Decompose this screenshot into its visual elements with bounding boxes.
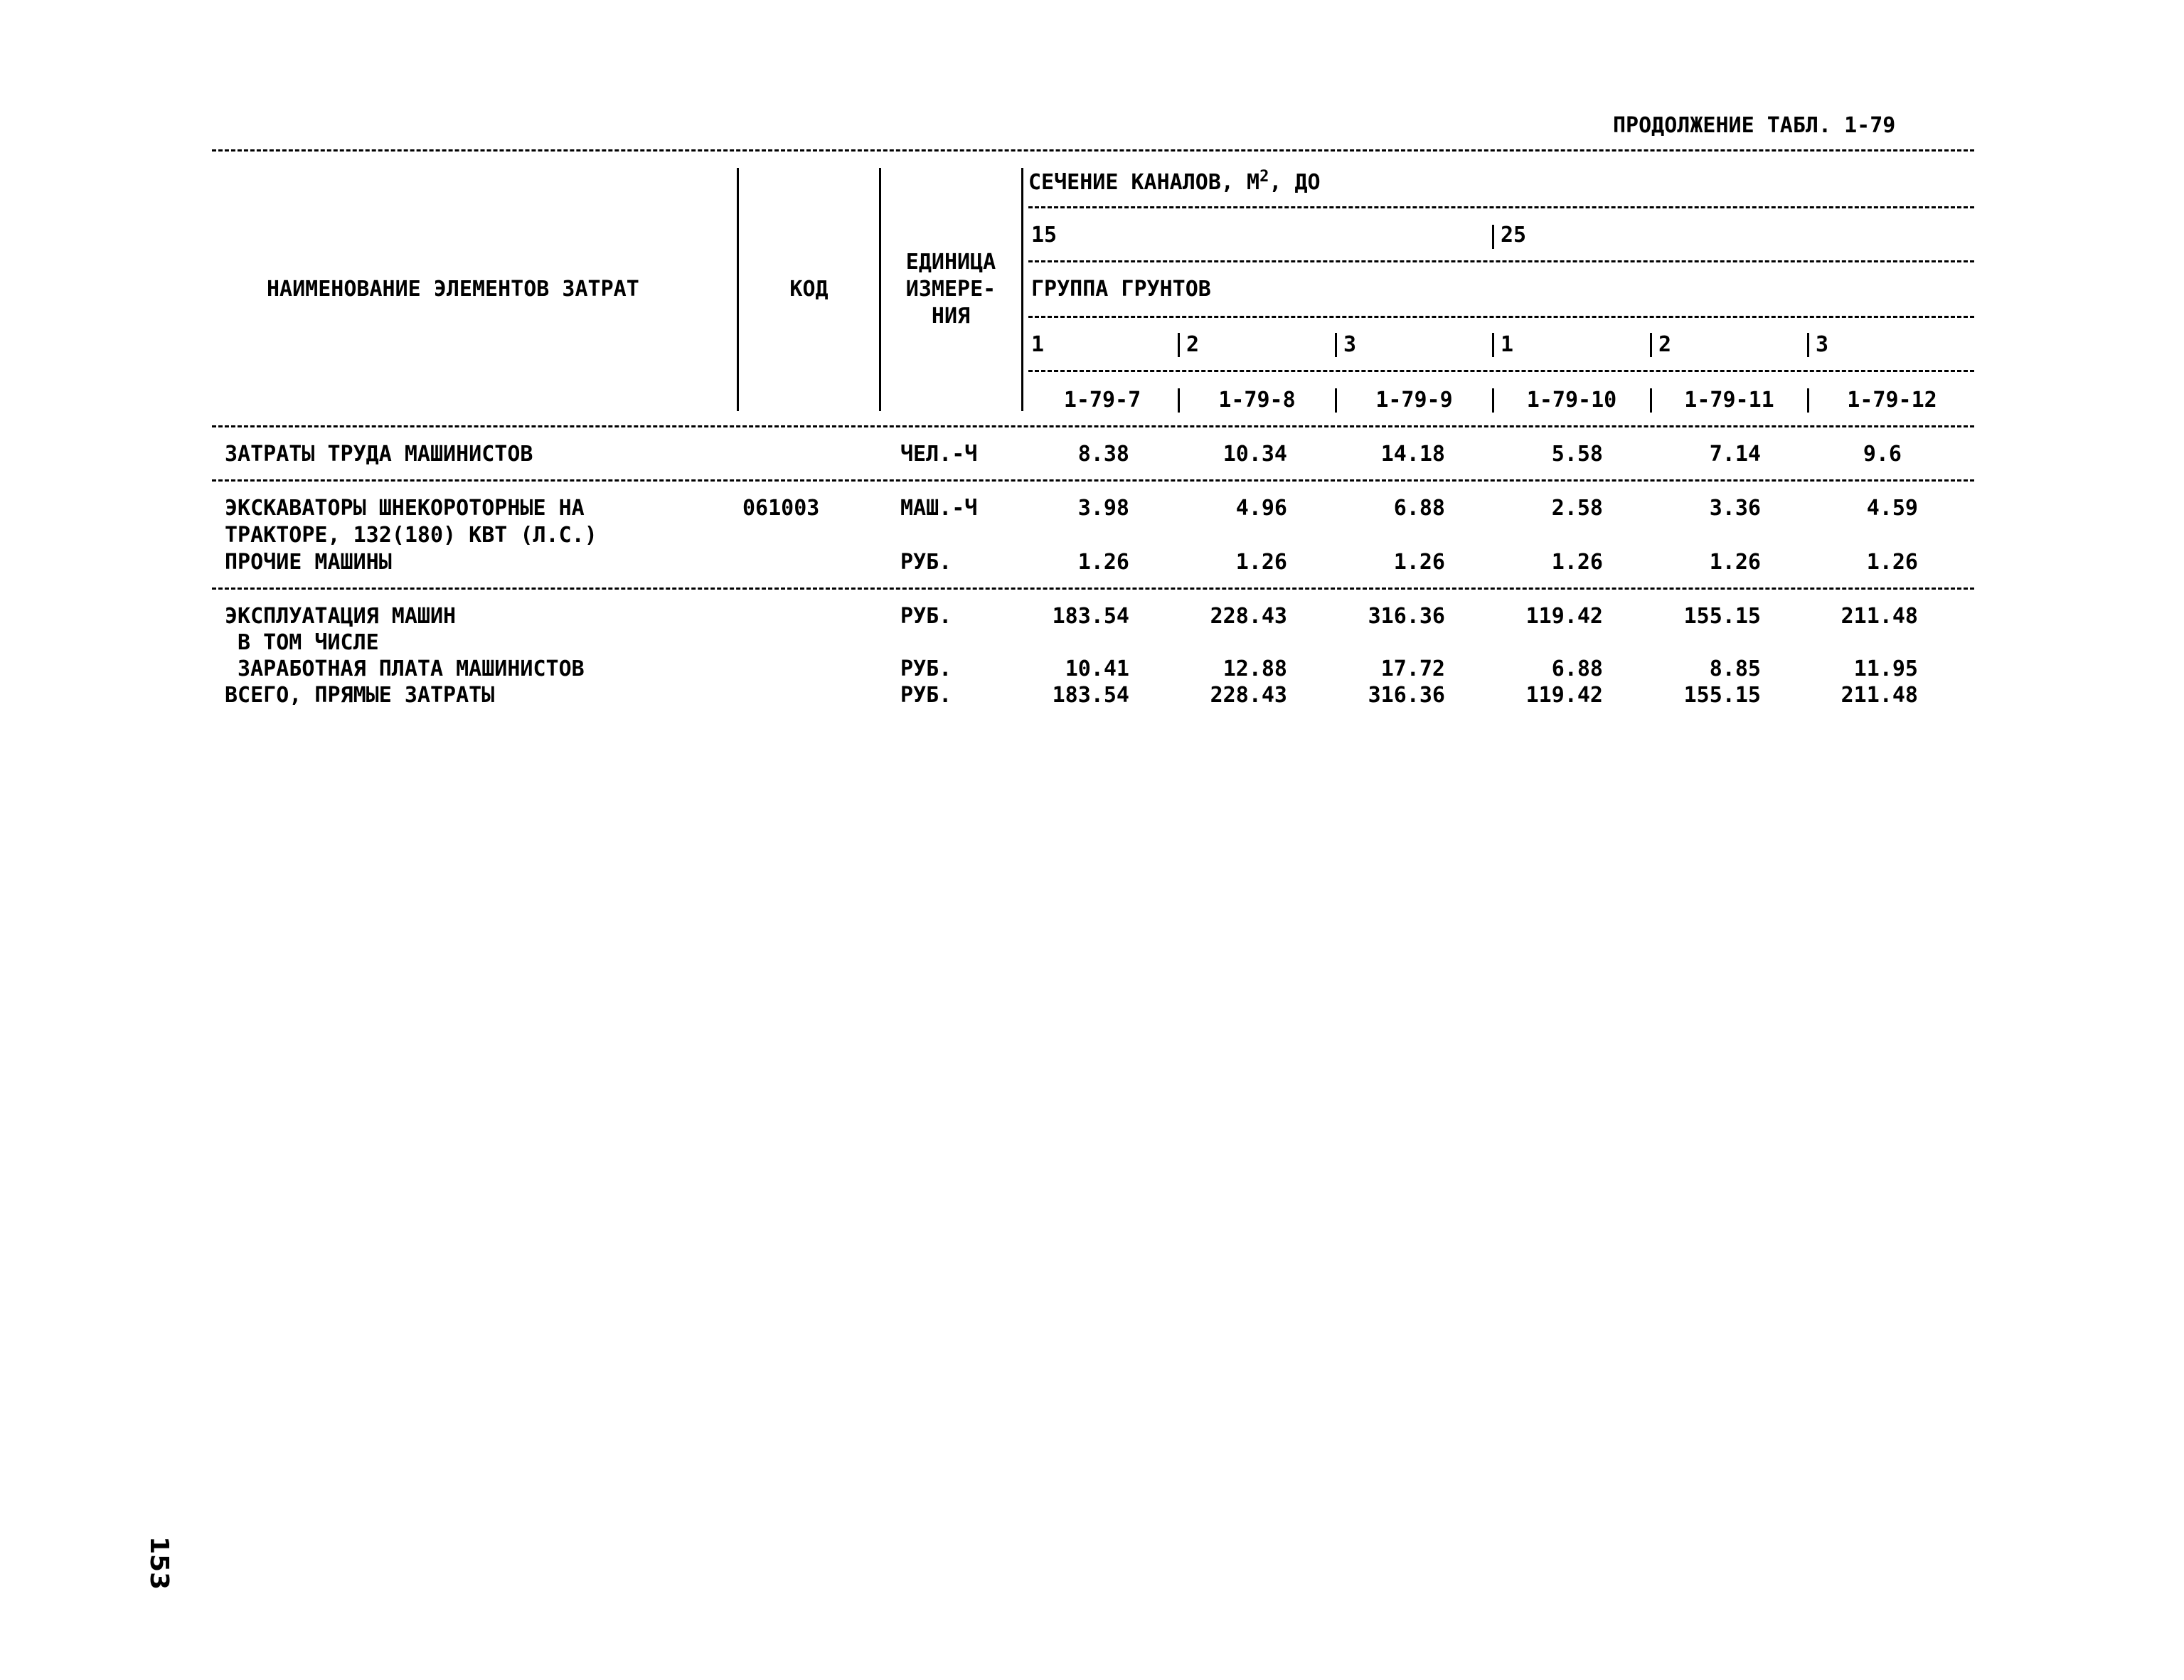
header-bottom-rule bbox=[212, 425, 1974, 427]
header-divider-name-code bbox=[737, 168, 739, 411]
row-wages-value-6: 11.95 bbox=[1853, 656, 1918, 681]
row-excavator-value-1: 3.98 bbox=[1077, 496, 1129, 521]
row-operation-unit: РУБ. bbox=[900, 604, 952, 629]
row-labor-value-6: 9.6 bbox=[1863, 442, 1902, 467]
soil-groups-rule bbox=[1028, 370, 1974, 372]
row-other-machines-value-3: 1.26 bbox=[1393, 550, 1445, 575]
row-including-label: В ТОМ ЧИСЛЕ bbox=[225, 630, 379, 655]
soil-group-col-5: 2 bbox=[1658, 332, 1672, 357]
soil-divider-4 bbox=[1650, 333, 1652, 357]
row-wages-value-4: 6.88 bbox=[1551, 656, 1603, 681]
soil-divider-5 bbox=[1807, 333, 1809, 357]
row-operation-value-2: 228.43 bbox=[1210, 604, 1287, 629]
row-other-machines-value-1: 1.26 bbox=[1077, 550, 1129, 575]
row-rule-1 bbox=[212, 479, 1974, 482]
row-labor-value-3: 14.18 bbox=[1380, 442, 1445, 467]
row-wages-value-1: 10.41 bbox=[1065, 656, 1129, 681]
soil-group-col-4: 1 bbox=[1501, 332, 1514, 357]
row-operation-name: ЭКСПЛУАТАЦИЯ МАШИН bbox=[225, 604, 457, 629]
row-wages-value-2: 12.88 bbox=[1222, 656, 1287, 681]
row-other-machines-unit: РУБ. bbox=[900, 550, 952, 575]
unit-header-line-3: НИЯ bbox=[931, 304, 971, 329]
section-value-25: 25 bbox=[1501, 223, 1527, 248]
norm-code-col-5: 1-79-11 bbox=[1684, 388, 1774, 413]
section-header bbox=[1028, 169, 1321, 193]
row-total-value-2: 228.43 bbox=[1210, 683, 1287, 708]
soil-divider-3 bbox=[1492, 333, 1494, 357]
row-excavator-name-line-2: ТРАКТОРЕ, 132(180) КВТ (Л.С.) bbox=[225, 523, 597, 548]
table-top-rule bbox=[212, 149, 1974, 151]
row-total-value-5: 155.15 bbox=[1683, 683, 1761, 708]
row-excavator-value-3: 6.88 bbox=[1393, 496, 1445, 521]
row-wages-value-3: 17.72 bbox=[1380, 656, 1445, 681]
row-operation-value-4: 119.42 bbox=[1525, 604, 1603, 629]
norm-divider-4 bbox=[1650, 388, 1652, 413]
row-wages-value-5: 8.85 bbox=[1709, 656, 1761, 681]
row-operation-value-3: 316.36 bbox=[1368, 604, 1445, 629]
row-excavator-name: ЭКСКАВАТОРЫ ШНЕКОРОТОРНЫЕ НА bbox=[225, 496, 585, 521]
row-other-machines-value-2: 1.26 bbox=[1235, 550, 1287, 575]
continuation-title: ПРОДОЛЖЕНИЕ ТАБЛ. 1-79 bbox=[1613, 113, 1896, 138]
row-excavator-value-4: 2.58 bbox=[1551, 496, 1603, 521]
row-labor-value-4: 5.58 bbox=[1551, 442, 1603, 467]
norm-code-col-1: 1-79-7 bbox=[1063, 388, 1141, 413]
row-operation-value-1: 183.54 bbox=[1052, 604, 1129, 629]
header-divider-unit-values bbox=[1021, 168, 1023, 411]
row-labor-unit: ЧЕЛ.-Ч bbox=[900, 442, 978, 467]
header-divider-code-unit bbox=[879, 168, 881, 411]
soil-divider-2 bbox=[1335, 333, 1337, 357]
section-value-15: 15 bbox=[1031, 223, 1058, 248]
section-unit-superscript: 2 bbox=[1259, 168, 1269, 186]
row-wages-name: ЗАРАБОТНАЯ ПЛАТА МАШИНИСТОВ bbox=[225, 656, 585, 681]
row-excavator-value-2: 4.96 bbox=[1235, 496, 1287, 521]
soil-group-rule bbox=[1028, 316, 1974, 318]
section-header-rule bbox=[1028, 206, 1974, 208]
row-excavator-value-5: 3.36 bbox=[1709, 496, 1761, 521]
name-column-header: НАИМЕНОВАНИЕ ЭЛЕМЕНТОВ ЗАТРАТ bbox=[267, 277, 639, 302]
norm-divider-5 bbox=[1807, 388, 1809, 413]
soil-group-col-3: 3 bbox=[1343, 332, 1357, 357]
row-rule-2 bbox=[212, 588, 1974, 590]
row-labor-value-5: 7.14 bbox=[1709, 442, 1761, 467]
row-total-value-3: 316.36 bbox=[1368, 683, 1445, 708]
code-column-header: КОД bbox=[789, 277, 829, 302]
row-other-machines-value-5: 1.26 bbox=[1709, 550, 1761, 575]
norm-divider-1 bbox=[1178, 388, 1180, 413]
page-number: 153 bbox=[144, 1536, 174, 1590]
row-other-machines-value-4: 1.26 bbox=[1551, 550, 1603, 575]
row-excavator-unit: МАШ.-Ч bbox=[900, 496, 978, 521]
soil-group-col-2: 2 bbox=[1186, 332, 1200, 357]
row-operation-value-5: 155.15 bbox=[1683, 604, 1761, 629]
row-total-unit: РУБ. bbox=[900, 683, 952, 708]
section-label: СЕЧЕНИЕ КАНАЛОВ, М bbox=[1028, 170, 1260, 195]
norm-code-col-4: 1-79-10 bbox=[1526, 388, 1617, 413]
row-total-value-1: 183.54 bbox=[1052, 683, 1129, 708]
unit-header-line-2: ИЗМЕРЕ- bbox=[905, 277, 996, 302]
norm-divider-2 bbox=[1335, 388, 1337, 413]
section-suffix: , ДО bbox=[1269, 170, 1321, 195]
soil-group-col-6: 3 bbox=[1816, 332, 1829, 357]
row-total-value-6: 211.48 bbox=[1841, 683, 1918, 708]
section-values-rule bbox=[1028, 260, 1974, 262]
row-other-machines-value-6: 1.26 bbox=[1866, 550, 1918, 575]
row-labor-value-1: 8.38 bbox=[1077, 442, 1129, 467]
row-operation-value-6: 211.48 bbox=[1841, 604, 1918, 629]
row-labor-value-2: 10.34 bbox=[1222, 442, 1287, 467]
norm-code-col-3: 1-79-9 bbox=[1375, 388, 1453, 413]
row-labor-name: ЗАТРАТЫ ТРУДА МАШИНИСТОВ bbox=[225, 442, 533, 467]
row-other-machines-name: ПРОЧИЕ МАШИНЫ bbox=[225, 550, 392, 575]
row-excavator-value-6: 4.59 bbox=[1866, 496, 1918, 521]
row-total-name: ВСЕГО, ПРЯМЫЕ ЗАТРАТЫ bbox=[225, 683, 495, 708]
row-total-value-4: 119.42 bbox=[1525, 683, 1603, 708]
section-value-divider bbox=[1492, 225, 1494, 249]
unit-header-line-1: ЕДИНИЦА bbox=[905, 250, 996, 275]
row-excavator-code: 061003 bbox=[742, 496, 820, 521]
norm-divider-3 bbox=[1492, 388, 1494, 413]
soil-divider-1 bbox=[1178, 333, 1180, 357]
soil-group-label: ГРУППА ГРУНТОВ bbox=[1031, 277, 1211, 302]
norm-code-col-2: 1-79-8 bbox=[1218, 388, 1296, 413]
row-wages-unit: РУБ. bbox=[900, 656, 952, 681]
norm-code-col-6: 1-79-12 bbox=[1847, 388, 1937, 413]
soil-group-col-1: 1 bbox=[1031, 332, 1045, 357]
